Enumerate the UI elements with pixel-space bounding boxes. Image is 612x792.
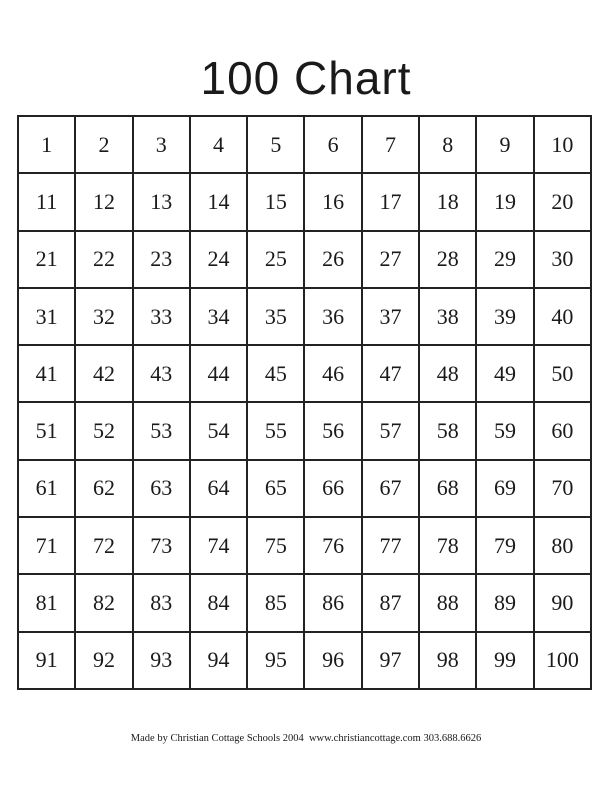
grid-cell: 47 <box>363 346 420 403</box>
grid-cell: 4 <box>191 117 248 174</box>
grid-cell: 85 <box>248 575 305 632</box>
grid-cell: 63 <box>134 461 191 518</box>
grid-cell: 1 <box>19 117 76 174</box>
grid-cell: 96 <box>305 633 362 690</box>
grid-cell: 16 <box>305 174 362 231</box>
grid-cell: 86 <box>305 575 362 632</box>
grid-cell: 21 <box>19 232 76 289</box>
grid-cell: 81 <box>19 575 76 632</box>
grid-cell: 67 <box>363 461 420 518</box>
grid-cell: 12 <box>76 174 133 231</box>
grid-cell: 49 <box>477 346 534 403</box>
grid-cell: 32 <box>76 289 133 346</box>
grid-cell: 41 <box>19 346 76 403</box>
grid-cell: 2 <box>76 117 133 174</box>
grid-cell: 6 <box>305 117 362 174</box>
grid-cell: 82 <box>76 575 133 632</box>
grid-cell: 45 <box>248 346 305 403</box>
grid-cell: 90 <box>535 575 592 632</box>
grid-cell: 97 <box>363 633 420 690</box>
grid-cell: 74 <box>191 518 248 575</box>
grid-cell: 14 <box>191 174 248 231</box>
grid-cell: 56 <box>305 403 362 460</box>
grid-cell: 64 <box>191 461 248 518</box>
grid-cell: 51 <box>19 403 76 460</box>
grid-cell: 33 <box>134 289 191 346</box>
grid-cell: 91 <box>19 633 76 690</box>
grid-cell: 27 <box>363 232 420 289</box>
grid-cell: 76 <box>305 518 362 575</box>
grid-cell: 23 <box>134 232 191 289</box>
grid-cell: 55 <box>248 403 305 460</box>
grid-cell: 19 <box>477 174 534 231</box>
grid-cell: 3 <box>134 117 191 174</box>
grid-cell: 83 <box>134 575 191 632</box>
grid-cell: 69 <box>477 461 534 518</box>
grid-cell: 13 <box>134 174 191 231</box>
grid-cell: 72 <box>76 518 133 575</box>
page-title: 100 Chart <box>200 52 412 104</box>
grid-cell: 79 <box>477 518 534 575</box>
grid-cell: 73 <box>134 518 191 575</box>
grid-cell: 70 <box>535 461 592 518</box>
grid-cell: 44 <box>191 346 248 403</box>
grid-cell: 59 <box>477 403 534 460</box>
grid-cell: 20 <box>535 174 592 231</box>
grid-cell: 17 <box>363 174 420 231</box>
grid-cell: 58 <box>420 403 477 460</box>
grid-cell: 22 <box>76 232 133 289</box>
grid-cell: 34 <box>191 289 248 346</box>
grid-cell: 31 <box>19 289 76 346</box>
grid-cell: 37 <box>363 289 420 346</box>
grid-cell: 93 <box>134 633 191 690</box>
grid-cell: 40 <box>535 289 592 346</box>
grid-cell: 43 <box>134 346 191 403</box>
grid-cell: 60 <box>535 403 592 460</box>
grid-cell: 62 <box>76 461 133 518</box>
grid-cell: 80 <box>535 518 592 575</box>
grid-cell: 99 <box>477 633 534 690</box>
footer-credit: Made by Christian Cottage Schools 2004 www.christiancottage.com 303.688.6626 <box>130 733 482 744</box>
grid-cell: 36 <box>305 289 362 346</box>
grid-cell: 28 <box>420 232 477 289</box>
grid-cell: 25 <box>248 232 305 289</box>
grid-cell: 75 <box>248 518 305 575</box>
grid-cell: 30 <box>535 232 592 289</box>
grid-cell: 89 <box>477 575 534 632</box>
grid-cell: 66 <box>305 461 362 518</box>
grid-cell: 78 <box>420 518 477 575</box>
grid-cell: 15 <box>248 174 305 231</box>
grid-cell: 57 <box>363 403 420 460</box>
grid-cell: 88 <box>420 575 477 632</box>
grid-cell: 94 <box>191 633 248 690</box>
grid-cell: 39 <box>477 289 534 346</box>
grid-cell: 24 <box>191 232 248 289</box>
grid-cell: 42 <box>76 346 133 403</box>
hundred-chart-grid <box>17 115 592 690</box>
grid-cell: 52 <box>76 403 133 460</box>
grid-cell: 54 <box>191 403 248 460</box>
grid-cell: 38 <box>420 289 477 346</box>
grid-cell: 84 <box>191 575 248 632</box>
grid-cell: 35 <box>248 289 305 346</box>
grid-cell: 18 <box>420 174 477 231</box>
grid-cell: 65 <box>248 461 305 518</box>
grid-cell: 95 <box>248 633 305 690</box>
grid-cell: 61 <box>19 461 76 518</box>
grid-cell: 71 <box>19 518 76 575</box>
grid-cell: 87 <box>363 575 420 632</box>
grid-cell: 29 <box>477 232 534 289</box>
grid-cell: 8 <box>420 117 477 174</box>
grid-cell: 68 <box>420 461 477 518</box>
grid-cell: 5 <box>248 117 305 174</box>
grid-cell: 9 <box>477 117 534 174</box>
grid-cell: 50 <box>535 346 592 403</box>
grid-cell: 48 <box>420 346 477 403</box>
grid-cell: 100 <box>535 633 592 690</box>
grid-cell: 98 <box>420 633 477 690</box>
grid-cell: 77 <box>363 518 420 575</box>
grid-cell: 46 <box>305 346 362 403</box>
grid-cell: 7 <box>363 117 420 174</box>
grid-cell: 92 <box>76 633 133 690</box>
grid-cell: 53 <box>134 403 191 460</box>
grid-cell: 26 <box>305 232 362 289</box>
grid-cell: 10 <box>535 117 592 174</box>
grid-cell: 11 <box>19 174 76 231</box>
